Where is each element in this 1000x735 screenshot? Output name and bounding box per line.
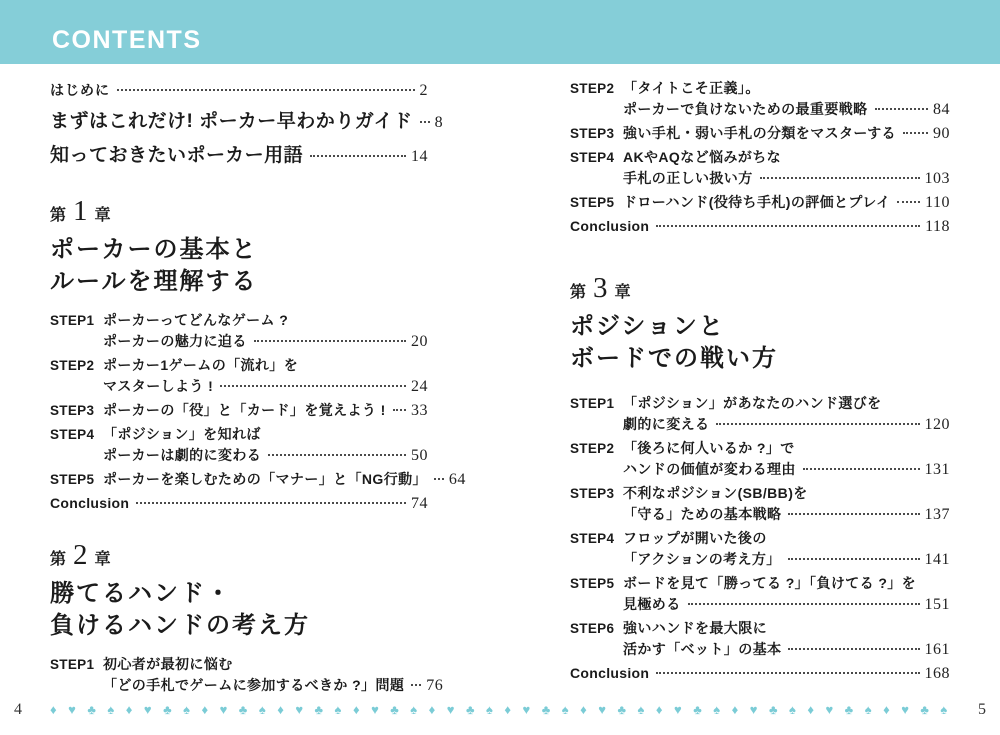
spade-icon: ♠ bbox=[486, 702, 493, 717]
page-ref: 76 bbox=[426, 677, 444, 694]
step-lines bbox=[103, 400, 428, 421]
toc-step bbox=[50, 424, 428, 466]
chapter-title bbox=[570, 311, 950, 375]
toc-step bbox=[50, 400, 428, 421]
step-label: STEP5 bbox=[570, 195, 615, 210]
page-ref: 84 bbox=[933, 101, 950, 118]
conclusion-label: Conclusion bbox=[570, 665, 650, 681]
step-title: ポーカーを楽しむための「マナー」と「NG行動」 bbox=[103, 471, 427, 487]
dotted-leader bbox=[411, 684, 421, 686]
club-icon: ♣ bbox=[768, 702, 778, 717]
toc-step bbox=[570, 123, 950, 144]
heart-icon: ♥ bbox=[219, 702, 228, 717]
toc-entry-frontmatter bbox=[50, 108, 444, 136]
page-ref: 74 bbox=[411, 495, 428, 512]
step-title: 不利なポジション(SB/BB)を bbox=[623, 485, 808, 501]
step-title: AKやAQなど悩みがちな bbox=[623, 149, 782, 165]
toc-step bbox=[50, 310, 428, 352]
club-icon: ♣ bbox=[390, 702, 399, 717]
spade-icon: ♠ bbox=[410, 702, 418, 717]
step-line bbox=[103, 675, 444, 696]
step-label: STEP2 bbox=[570, 81, 615, 96]
diamond-icon: ♦ bbox=[277, 702, 284, 717]
step-line bbox=[623, 549, 950, 570]
step-lines bbox=[623, 528, 950, 570]
dotted-leader bbox=[656, 672, 919, 674]
step-line bbox=[623, 618, 950, 639]
toc-conclusion bbox=[570, 216, 950, 237]
page-ref: 120 bbox=[924, 416, 950, 433]
spade-icon: ♠ bbox=[788, 702, 796, 717]
page-ref: 64 bbox=[448, 471, 466, 488]
chapter-title-line: 勝てるハンド・ bbox=[50, 580, 232, 607]
spade-icon: ♠ bbox=[713, 702, 721, 717]
chapter-number-prefix: 第 bbox=[570, 284, 587, 301]
dotted-leader bbox=[220, 385, 406, 387]
step-title: 「タイトこそ正義」。 bbox=[623, 80, 760, 96]
club-icon: ♣ bbox=[466, 702, 475, 717]
heart-icon: ♥ bbox=[749, 702, 758, 717]
chapter-number bbox=[50, 540, 428, 570]
chapter-number-suffix: 章 bbox=[614, 284, 631, 301]
diamond-icon: ♦ bbox=[125, 702, 133, 717]
dotted-leader bbox=[434, 478, 444, 480]
diamond-icon: ♦ bbox=[50, 702, 57, 717]
step-label: STEP3 bbox=[570, 126, 615, 141]
step-label: STEP4 bbox=[570, 150, 615, 165]
spade-icon: ♠ bbox=[864, 702, 872, 717]
step-line bbox=[623, 192, 950, 213]
dotted-leader bbox=[897, 201, 920, 203]
club-icon: ♣ bbox=[693, 702, 702, 717]
step-label: STEP1 bbox=[570, 396, 615, 411]
chapter-number-suffix: 章 bbox=[94, 551, 111, 568]
page-ref: 131 bbox=[924, 461, 950, 478]
diamond-icon: ♦ bbox=[504, 702, 512, 717]
chapter-title-line: ポジションと bbox=[570, 313, 725, 340]
step-title: ポーカーで負けないための最重要戦略 bbox=[623, 101, 868, 117]
step-label: STEP5 bbox=[50, 472, 95, 487]
club-icon: ♣ bbox=[617, 702, 626, 717]
toc-step bbox=[50, 355, 428, 397]
chapter-number-value: 1 bbox=[73, 195, 88, 227]
chapter-number-value: 3 bbox=[593, 272, 608, 304]
toc-entry-title: 知っておきたいポーカー用語 bbox=[50, 145, 304, 166]
toc-step bbox=[570, 393, 950, 435]
step-lines bbox=[103, 654, 444, 696]
club-icon: ♣ bbox=[163, 702, 172, 717]
step-lines bbox=[623, 123, 950, 144]
step-line bbox=[623, 147, 950, 168]
spade-icon: ♠ bbox=[258, 702, 266, 717]
step-line bbox=[103, 310, 428, 331]
diamond-icon: ♦ bbox=[428, 702, 436, 717]
spade-icon: ♠ bbox=[561, 702, 569, 717]
toc-step bbox=[570, 528, 950, 570]
heart-icon: ♥ bbox=[901, 702, 909, 717]
diamond-icon: ♦ bbox=[807, 702, 814, 717]
page-ref: 20 bbox=[411, 333, 428, 350]
step-line bbox=[623, 438, 950, 459]
step-title: 「後ろに何人いるか ?」で bbox=[623, 440, 795, 456]
page-title: CONTENTS bbox=[52, 26, 202, 54]
diamond-icon: ♦ bbox=[655, 702, 663, 717]
chapter-title-line: ルールを理解する bbox=[50, 268, 258, 295]
step-line bbox=[103, 445, 428, 466]
page-number-left: 4 bbox=[14, 701, 22, 718]
step-line bbox=[103, 355, 428, 376]
heart-icon: ♥ bbox=[825, 702, 834, 717]
contents-header-bar bbox=[0, 0, 1000, 64]
heart-icon: ♥ bbox=[598, 702, 606, 717]
step-line bbox=[103, 400, 428, 421]
step-lines bbox=[623, 573, 950, 615]
step-lines bbox=[623, 192, 950, 213]
step-line bbox=[623, 639, 950, 660]
step-title: ボードを見て「勝ってる ?」「負けてる ?」を bbox=[623, 575, 917, 591]
page-number-right: 5 bbox=[978, 701, 986, 718]
dotted-leader bbox=[803, 468, 920, 470]
conclusion-label: Conclusion bbox=[570, 218, 650, 234]
step-line bbox=[103, 424, 428, 445]
dotted-leader bbox=[875, 108, 928, 110]
step-lines bbox=[103, 355, 428, 397]
page-ref: 2 bbox=[419, 82, 428, 99]
dotted-leader bbox=[788, 648, 919, 650]
suit-border bbox=[50, 703, 948, 716]
step-title: 「ポジション」があなたのハンド選びを bbox=[623, 395, 882, 411]
page-ref: 168 bbox=[924, 665, 950, 682]
step-title: 「守る」ための基本戦略 bbox=[623, 506, 782, 522]
toc-conclusion bbox=[570, 663, 950, 684]
page-ref: 14 bbox=[411, 148, 428, 165]
heart-icon: ♥ bbox=[674, 702, 682, 717]
dotted-leader bbox=[117, 89, 415, 91]
step-line bbox=[623, 393, 950, 414]
step-title: ハンドの価値が変わる理由 bbox=[623, 461, 796, 477]
step-label: STEP4 bbox=[50, 427, 95, 442]
diamond-icon: ♦ bbox=[731, 702, 739, 717]
toc-step bbox=[570, 192, 950, 213]
dotted-leader bbox=[656, 225, 920, 227]
toc-entry-frontmatter bbox=[50, 80, 428, 101]
step-lines bbox=[103, 310, 428, 352]
step-title: 強いハンドを最大限に bbox=[623, 620, 767, 636]
page-ref: 8 bbox=[434, 114, 444, 131]
step-line bbox=[103, 654, 428, 675]
step-label: STEP5 bbox=[570, 576, 615, 591]
step-line bbox=[623, 573, 950, 594]
step-title: 「アクションの考え方」 bbox=[623, 551, 781, 567]
diamond-icon: ♦ bbox=[201, 702, 209, 717]
dotted-leader bbox=[254, 340, 406, 342]
dotted-leader bbox=[268, 454, 406, 456]
page-ref: 33 bbox=[411, 402, 428, 419]
step-line bbox=[103, 331, 428, 352]
step-title: フロップが開いた後の bbox=[623, 530, 767, 546]
step-title: 初心者が最初に悩む bbox=[103, 656, 233, 672]
step-lines bbox=[623, 618, 950, 660]
chapter-title bbox=[50, 578, 428, 642]
toc-step bbox=[570, 438, 950, 480]
page-ref: 103 bbox=[924, 170, 950, 187]
step-line bbox=[623, 483, 950, 504]
step-line bbox=[623, 99, 950, 120]
dotted-leader bbox=[393, 409, 406, 411]
chapter-title-line: ポーカーの基本と bbox=[50, 236, 258, 263]
club-icon: ♣ bbox=[920, 702, 929, 717]
chapter-number-prefix: 第 bbox=[50, 551, 67, 568]
page-ref: 161 bbox=[924, 641, 950, 658]
step-title: 「どの手札でゲームに参加するべきか ?」問題 bbox=[103, 677, 405, 693]
club-icon: ♣ bbox=[314, 702, 324, 717]
page-ref: 118 bbox=[925, 218, 950, 235]
step-title: 強い手札・弱い手札の分類をマスターする bbox=[623, 125, 896, 141]
step-label: STEP1 bbox=[50, 657, 95, 672]
step-title: 活かす「ベット」の基本 bbox=[623, 641, 782, 657]
toc-step bbox=[50, 469, 466, 490]
diamond-icon: ♦ bbox=[580, 702, 587, 717]
spade-icon: ♠ bbox=[637, 702, 645, 717]
step-label: STEP2 bbox=[50, 358, 95, 373]
chapter-number bbox=[50, 196, 428, 226]
step-title: ポーカーの「役」と「カード」を覚えよう ! bbox=[103, 402, 386, 418]
page-ref: 110 bbox=[925, 194, 950, 211]
toc-column-right bbox=[570, 78, 950, 686]
toc-step bbox=[570, 573, 950, 615]
heart-icon: ♥ bbox=[446, 702, 455, 717]
chapter-number-value: 2 bbox=[73, 539, 88, 571]
spade-icon: ♠ bbox=[183, 702, 190, 717]
toc-conclusion bbox=[50, 493, 428, 514]
heart-icon: ♥ bbox=[522, 702, 531, 717]
chapter-number-prefix: 第 bbox=[50, 207, 67, 224]
step-line bbox=[623, 528, 950, 549]
page-ref: 24 bbox=[411, 378, 428, 395]
chapter-title bbox=[50, 234, 428, 298]
step-line bbox=[103, 469, 466, 490]
dotted-leader bbox=[788, 513, 919, 515]
step-line bbox=[623, 459, 950, 480]
spade-icon: ♠ bbox=[107, 702, 115, 717]
dotted-leader bbox=[310, 155, 406, 157]
spade-icon: ♠ bbox=[334, 702, 342, 717]
conclusion-label: Conclusion bbox=[50, 495, 130, 511]
step-title: 手札の正しい扱い方 bbox=[623, 170, 753, 186]
toc-step bbox=[570, 618, 950, 660]
page-ref: 141 bbox=[924, 551, 950, 568]
chapter-heading bbox=[50, 196, 428, 298]
step-line bbox=[623, 594, 950, 615]
chapter-title-line: 負けるハンドの考え方 bbox=[50, 612, 310, 639]
step-title: マスターしよう ! bbox=[103, 378, 214, 394]
step-title: 劇的に変える bbox=[623, 416, 710, 432]
dotted-leader bbox=[716, 423, 919, 425]
step-line bbox=[623, 168, 950, 189]
toc-entry-frontmatter bbox=[50, 142, 428, 170]
toc-entry-title: はじめに bbox=[50, 82, 110, 98]
step-title: ポーカーの魅力に迫る bbox=[103, 333, 247, 349]
step-line bbox=[623, 414, 950, 435]
step-title: ポーカーは劇的に変わる bbox=[103, 447, 262, 463]
club-icon: ♣ bbox=[87, 702, 96, 717]
dotted-leader bbox=[136, 502, 406, 504]
toc-step bbox=[570, 483, 950, 525]
dotted-leader bbox=[903, 132, 928, 134]
step-label: STEP4 bbox=[570, 531, 615, 546]
step-title: ポーカーってどんなゲーム ? bbox=[103, 312, 289, 328]
chapter-title-line: ボードでの戦い方 bbox=[570, 345, 778, 372]
toc-step bbox=[570, 147, 950, 189]
step-label: STEP1 bbox=[50, 313, 95, 328]
dotted-leader bbox=[688, 603, 920, 605]
step-title: 見極める bbox=[623, 596, 681, 612]
toc-column-left bbox=[50, 80, 466, 699]
diamond-icon: ♦ bbox=[352, 702, 360, 717]
chapter-heading bbox=[50, 540, 428, 642]
step-label: STEP3 bbox=[50, 403, 95, 418]
chapter-heading bbox=[570, 273, 950, 375]
page-ref: 151 bbox=[924, 596, 950, 613]
step-title: 「ポジション」を知れば bbox=[103, 426, 261, 442]
page-ref: 90 bbox=[933, 125, 950, 142]
step-lines bbox=[103, 469, 466, 490]
step-label: STEP3 bbox=[570, 486, 615, 501]
step-title: ドローハンド(役待ち手札)の評価とプレイ bbox=[623, 194, 891, 210]
dotted-leader bbox=[420, 121, 430, 123]
step-label: STEP2 bbox=[570, 441, 615, 456]
club-icon: ♣ bbox=[238, 702, 248, 717]
chapter-number bbox=[570, 273, 950, 303]
step-line bbox=[623, 123, 950, 144]
chapter-number-suffix: 章 bbox=[94, 207, 111, 224]
step-line bbox=[623, 78, 950, 99]
page-ref: 137 bbox=[924, 506, 950, 523]
heart-icon: ♥ bbox=[143, 702, 152, 717]
heart-icon: ♥ bbox=[371, 702, 379, 717]
heart-icon: ♥ bbox=[295, 702, 304, 717]
dotted-leader bbox=[788, 558, 920, 560]
step-lines bbox=[103, 424, 428, 466]
toc-step bbox=[50, 654, 444, 696]
toc-entry-title: まずはこれだけ! ポーカー早わかりガイド bbox=[50, 111, 413, 132]
step-line bbox=[103, 376, 428, 397]
heart-icon: ♥ bbox=[68, 702, 76, 717]
step-lines bbox=[623, 393, 950, 435]
step-lines bbox=[623, 483, 950, 525]
diamond-icon: ♦ bbox=[883, 702, 890, 717]
spade-icon: ♠ bbox=[940, 702, 948, 717]
step-lines bbox=[623, 78, 950, 120]
step-label: STEP6 bbox=[570, 621, 615, 636]
step-title: ポーカー1ゲームの「流れ」を bbox=[103, 357, 299, 373]
step-lines bbox=[623, 147, 950, 189]
toc-step bbox=[570, 78, 950, 120]
dotted-leader bbox=[760, 177, 920, 179]
step-line bbox=[623, 504, 950, 525]
club-icon: ♣ bbox=[541, 702, 551, 717]
club-icon: ♣ bbox=[844, 702, 854, 717]
page-ref: 50 bbox=[411, 447, 428, 464]
step-lines bbox=[623, 438, 950, 480]
